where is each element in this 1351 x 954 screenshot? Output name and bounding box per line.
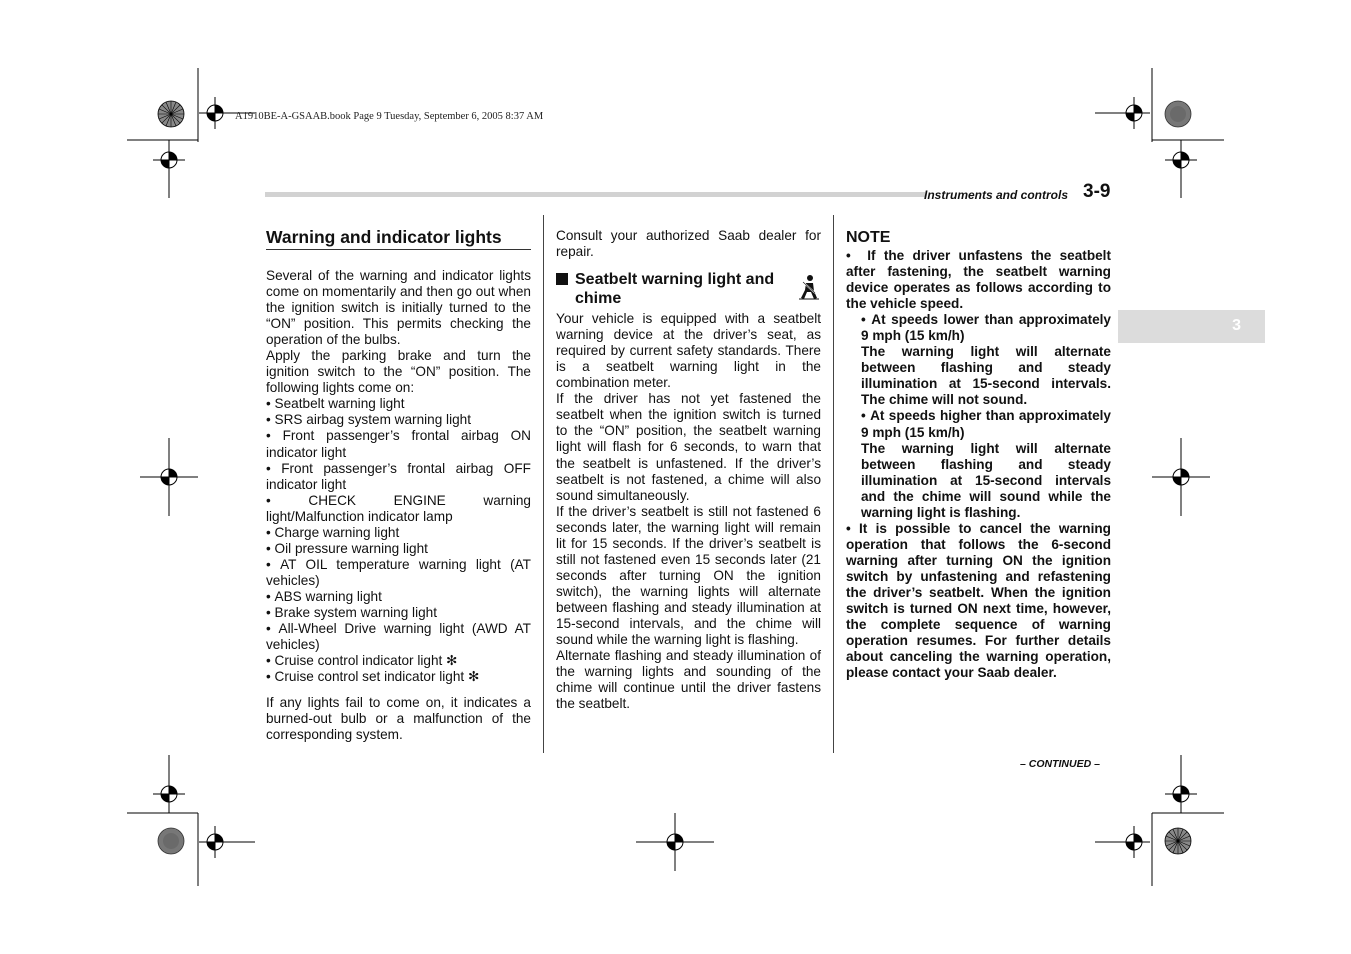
sub-item [861,408,1111,520]
chapter-tab-number: 3 [1232,317,1241,334]
paragraph: If any lights fail to come on, it indicates a burned-out bulb or a malfunction of the corresponding system. [266,695,531,743]
note-item: • It is possible to cancel the warning operation that follows the 6-second warning after turning ON the ignition switch by unfastening and refastening the driver’s seatbelt. When the ignition switch is turned ON next time, however, the complete sequence of warning operation resumes. For further details about canceling the warning operation, please contact your Saab dealer. [846,521,1111,681]
subsection-heading [556,270,821,308]
chapter-tab [1118,310,1265,343]
column-seatbelt [556,228,821,712]
list-item: • Front passenger’s frontal airbag OFF indicator light [266,461,531,493]
page-number: 3-9 [1083,181,1111,202]
list-item: • All-Wheel Drive warning light (AWD AT vehicles) [266,621,531,653]
note-title: NOTE [846,229,891,246]
list-item: • Oil pressure warning light [266,541,531,557]
note-item [846,248,1111,521]
subsection-heading-text: Seatbelt warning light and chime [575,271,775,308]
column-divider [833,215,834,753]
list-item: • ABS warning light [266,589,531,605]
column-warning-lights [266,226,531,743]
paragraph: Alternate flashing and steady illumination of the warning lights and sounding of the chime will continue until the driver fastens the seatbelt. [556,648,821,712]
sub-item-body: The warning light will alternate between flashing and steady illumination at 15-second intervals and the chime will sound while the warning light is flashing. [861,440,1111,520]
sub-item-title: • At speeds higher than approximately 9 mph (15 km/h) [861,408,1111,440]
list-item: • Brake system warning light [266,605,531,621]
square-bullet-icon [556,273,568,285]
list-item: • Charge warning light [266,525,531,541]
paragraph: Your vehicle is equipped with a seatbelt warning device at the driver’s seat, as required by current safety standards. There is a seatbelt warning light in the combination meter. [556,311,821,391]
note-text: If the driver unfastens the seatbelt after fastening, the seatbelt warning device operates as follows according to the vehicle speed. [846,248,1111,312]
column-divider [543,215,544,753]
sub-item [861,312,1111,408]
list-item: • AT OIL temperature warning light (AT vehicles) [266,557,531,589]
section-heading: Warning and indicator lights [266,226,531,250]
list-item: • CHECK ENGINE warning light/Malfunction indicator lamp [266,493,531,525]
paragraph: If the driver has not yet fastened the seatbelt when the ignition switch is turned to the “ON” position, the seatbelt warning light will flash for 6 seconds, to warn that the seatbelt is unfastened. If the driver’s seatbelt is not fastened, a chime will also sound simultaneously. [556,391,821,503]
lights-list [266,396,531,685]
note-list [846,248,1111,681]
list-item: • Cruise control indicator light ✻ [266,653,531,669]
paragraph: Several of the warning and indicator lights come on momentarily and then go out when the ignition switch is initially turned to the “ON” position. This permits checking the operation of the bulbs. [266,268,531,348]
book-info: A1910BE-A-GSAAB.book Page 9 Tuesday, September 6, 2005 8:37 AM [235,111,544,122]
seatbelt-icon [797,274,821,300]
list-item: • Front passenger’s frontal airbag ON indicator light [266,428,531,460]
paragraph: Consult your authorized Saab dealer for repair. [556,228,821,260]
sub-item-title: • At speeds lower than approximately 9 mph (15 km/h) [861,312,1111,344]
list-item: • Seatbelt warning light [266,396,531,412]
header-bar [265,192,925,197]
speed-conditions-list [846,312,1111,521]
paragraph: Apply the parking brake and turn the ignition switch to the “ON” position. The following lights come on: [266,348,531,396]
column-note [846,228,1111,681]
paragraph: If the driver’s seatbelt is still not fastened 6 seconds later, the warning light will remain lit for 15 seconds. If the driver’s seatbelt is still not fastened even 15 seconds later (21 seconds after turning ON the ignition switch), the warning lights will alternate between flashing and steady illumination at 15-second intervals, and the chime will sound while the warning light is flashing. [556,503,821,648]
sub-item-body: The warning light will alternate between flashing and steady illumination at 15-second intervals. The chime will not sound. [861,344,1111,408]
list-item: • Cruise control set indicator light ✻ [266,669,531,685]
section-label: Instruments and controls [924,188,1069,202]
list-item: • SRS airbag system warning light [266,412,531,428]
continued-label: – CONTINUED – [1020,758,1100,770]
